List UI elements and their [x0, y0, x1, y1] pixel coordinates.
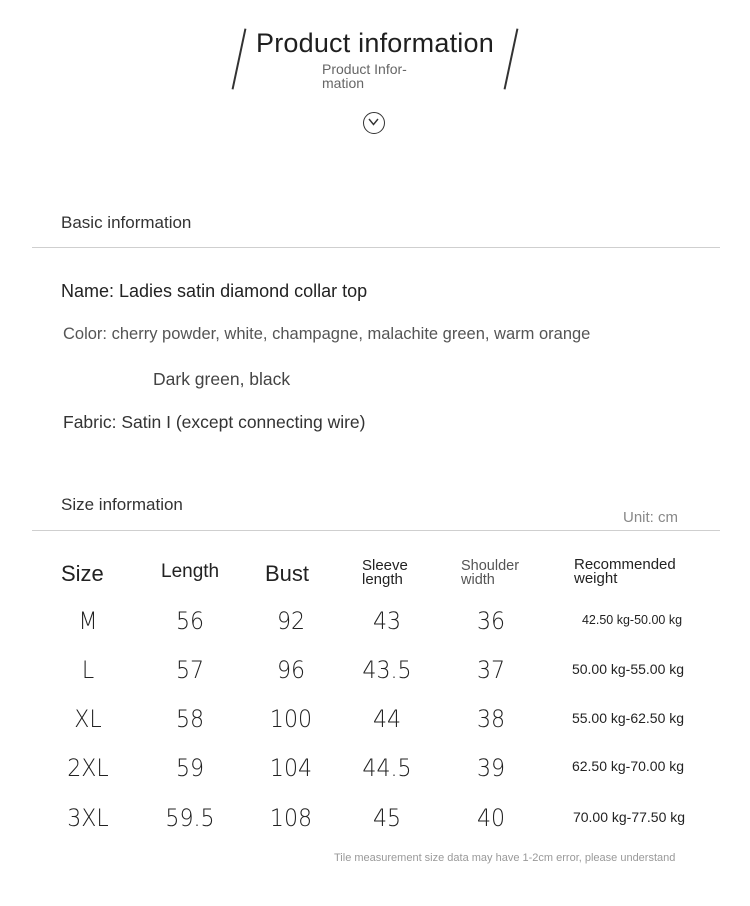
size-info-divider: [32, 530, 720, 531]
col-header-weight-line1: Recommended: [574, 556, 676, 573]
cell-shoulder: 40: [476, 804, 506, 832]
col-header-weight-line2: weight: [574, 570, 618, 587]
cell-sleeve: 43: [372, 607, 402, 635]
col-header-sleeve-line1: Sleeve: [362, 557, 408, 574]
cell-sleeve: 43.5: [362, 656, 412, 684]
product-colors-continued: Dark green, black: [153, 369, 291, 389]
page-subtitle-line1: Product Infor-: [322, 61, 407, 77]
col-header-length: Length: [161, 561, 220, 582]
product-fabric: Fabric: Satin I (except connecting wire): [63, 412, 366, 432]
col-header-shoulder-line1: Shoulder: [461, 558, 520, 574]
cell-weight: 50.00 kg-55.00 kg: [571, 661, 685, 677]
cell-shoulder: 37: [476, 656, 506, 684]
cell-length: 59: [175, 754, 205, 782]
cell-bust: 108: [269, 804, 313, 832]
cell-length: 56: [175, 607, 205, 635]
cell-length: 59.5: [165, 804, 215, 832]
product-colors: Color: cherry powder, white, champagne, malachite green, warm orange: [63, 325, 591, 343]
cell-bust: 96: [276, 656, 306, 684]
col-header-sleeve: [362, 559, 408, 587]
cell-sleeve: 45: [372, 804, 402, 832]
cell-length: 58: [175, 705, 205, 733]
decorative-slash-left: [232, 28, 247, 89]
cell-weight: 42.50 kg-50.00 kg: [581, 613, 683, 627]
col-header-bust: Bust: [265, 561, 310, 586]
col-header-shoulder: [461, 559, 519, 587]
col-header-shoulder-line2: width: [461, 572, 495, 588]
cell-size: 2XL: [67, 754, 109, 782]
cell-weight: 70.00 kg-77.50 kg: [572, 809, 686, 825]
cell-shoulder: 39: [476, 754, 506, 782]
cell-bust: 104: [269, 754, 313, 782]
cell-shoulder: 38: [476, 705, 506, 733]
page-title: Product information: [256, 28, 494, 58]
measurement-note: Tile measurement size data may have 1-2cm error, please understand: [334, 852, 676, 864]
cell-size: M: [78, 607, 98, 635]
col-header-size: Size: [61, 561, 104, 586]
cell-size: XL: [74, 705, 102, 733]
cell-weight: 55.00 kg-62.50 kg: [571, 710, 685, 726]
unit-label: Unit: cm: [623, 509, 679, 526]
col-header-weight: [574, 558, 676, 586]
cell-size: 3XL: [67, 804, 109, 832]
cell-bust: 100: [269, 705, 313, 733]
page-subtitle-line2: mation: [322, 75, 365, 91]
product-name: Name: Ladies satin diamond collar top: [61, 281, 368, 301]
page-subtitle: [322, 62, 432, 90]
cell-sleeve: 44: [372, 705, 402, 733]
cell-weight: 62.50 kg-70.00 kg: [571, 758, 685, 774]
cell-size: L: [81, 656, 95, 684]
basic-info-heading: Basic information: [61, 213, 192, 232]
decorative-slash-right: [504, 28, 519, 89]
cell-bust: 92: [276, 607, 306, 635]
basic-info-divider: [32, 247, 720, 248]
cell-sleeve: 44.5: [362, 754, 412, 782]
col-header-sleeve-line2: length: [362, 571, 403, 588]
cell-shoulder: 36: [476, 607, 506, 635]
cell-length: 57: [175, 656, 205, 684]
size-info-heading: Size information: [61, 495, 183, 514]
chevron-down-circle-icon: [363, 112, 385, 134]
